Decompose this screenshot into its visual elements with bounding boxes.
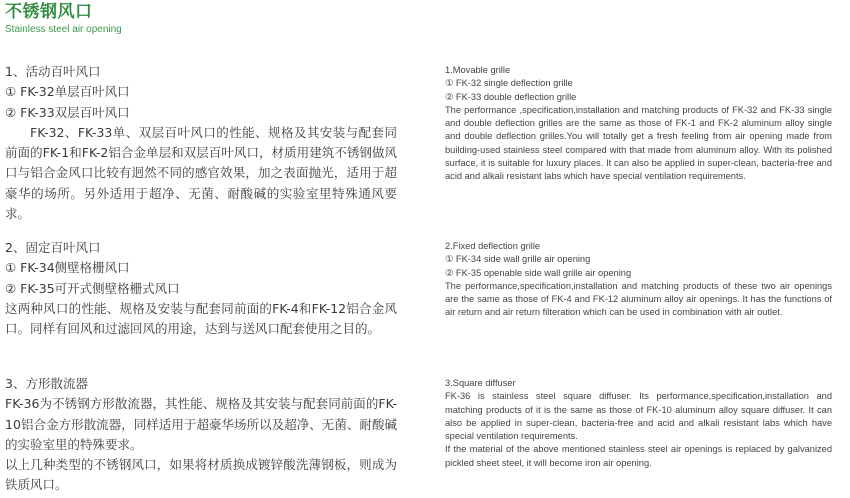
en-sec3-heading: 3.Square diffuser xyxy=(445,378,516,388)
en-sec1-item2: ② FK-33 double deflection grille xyxy=(445,91,577,102)
cn-sec2-body: 这两种风口的性能、规格及安装与配套同前面的FK-4和FK-12铝合金风口。同样有回风和过滤回风的用途，达到与送风口配套使用之目的。 xyxy=(5,300,397,337)
cn-sec3-heading: 3、方形散流器 xyxy=(5,376,88,391)
cn-sec2-item2: ② FK-35可开式侧壁格栅式风口 xyxy=(5,280,180,296)
en-sec2-heading: 2.Fixed deflection grille xyxy=(445,241,541,251)
en-sec1-item1: ① FK-32 single deflection grille xyxy=(445,78,573,89)
en-sec2-body: The performance,specification,installation and matching products of these two air openings are the same as those of FK-4 and FK-12 aluminum alloy air openings. It has the functions of air return and air return filteration which can be used in combination with air outlet. xyxy=(445,280,832,318)
cn-sec2-item1: ① FK-34侧壁格栅风口 xyxy=(5,260,130,276)
cn-section-2 xyxy=(5,238,397,339)
en-sec2-item1: ① FK-34 side wall grille air opening xyxy=(445,254,591,265)
page-subtitle: Stainless steel air opening xyxy=(5,24,122,35)
en-section-1 xyxy=(445,64,832,184)
cn-section-1 xyxy=(5,62,397,224)
cn-sec1-heading: 1、活动百叶风口 xyxy=(5,64,101,79)
en-section-2 xyxy=(445,240,832,320)
en-sec1-body: The performance ,specification,installation and matching products of FK-32 and FK-33 single and double deflection grilles are the same as those of FK-1 and FK-2 aluminum alloy single and double deflection grilles.You will totally get a fresh feeling from air opening made from building-used stainless steel compared with that made from aluminum alloy. With its polished surface, it is suitable for luxury places. It can also be applied in super-clean, bacteria-free and acid and alkali resistant labs which have special ventilation requirements. xyxy=(445,104,832,182)
cn-sec2-heading: 2、固定百叶风口 xyxy=(5,240,101,255)
cn-sec1-item2: ② FK-33双层百叶风口 xyxy=(5,104,130,120)
cn-section-3 xyxy=(5,374,397,496)
en-sec3-body: FK-36 is stainless steel square diffuser. Its performance,specification,installation and matching products of it is the same as those of FK-10 aluminum alloy square diffuser. It can also be applied in super-clean, bacteria-free and acid and alkali resistant labs which have special ventilation requirements. xyxy=(445,391,832,442)
cn-sec3-body2: 以上几种类型的不锈钢风口，如果将材质换成镀锌酸洗薄钢板，则成为铁质风口。 xyxy=(5,457,397,493)
en-sec1-heading: 1.Movable grille xyxy=(445,65,511,75)
page-title: 不锈钢风口 xyxy=(5,2,93,22)
en-section-3 xyxy=(445,377,832,470)
cn-sec3-body: FK-36为不锈钢方形散流器，其性能、规格及其安装与配套同前面的FK-10铝合金方形散流器，同样适用于超豪华场所以及超净、无菌、耐酸碱的实验室里的特殊要求。 xyxy=(5,396,397,452)
cn-sec1-body: FK-32、FK-33单、双层百叶风口的性能、规格及其安装与配套同前面的FK-1和FK-2铝合金单层和双层百叶风口，材质用建筑不锈钢做风口与铝合金风口比较有迥然不同的感官效果，加之表面抛光，适用于超豪华的场所。另外适用于超净、无菌、耐酸碱的实验室里特殊通风要求。 xyxy=(5,124,397,222)
en-sec3-body2: If the material of the above mentioned stainless steel air openings is replaced by galvanized pickled sheet steel, it will become iron air opening. xyxy=(445,444,832,468)
cn-sec1-item1: ① FK-32单层百叶风口 xyxy=(5,84,130,100)
en-sec2-item2: ② FK-35 openable side wall grille air opening xyxy=(445,267,632,278)
